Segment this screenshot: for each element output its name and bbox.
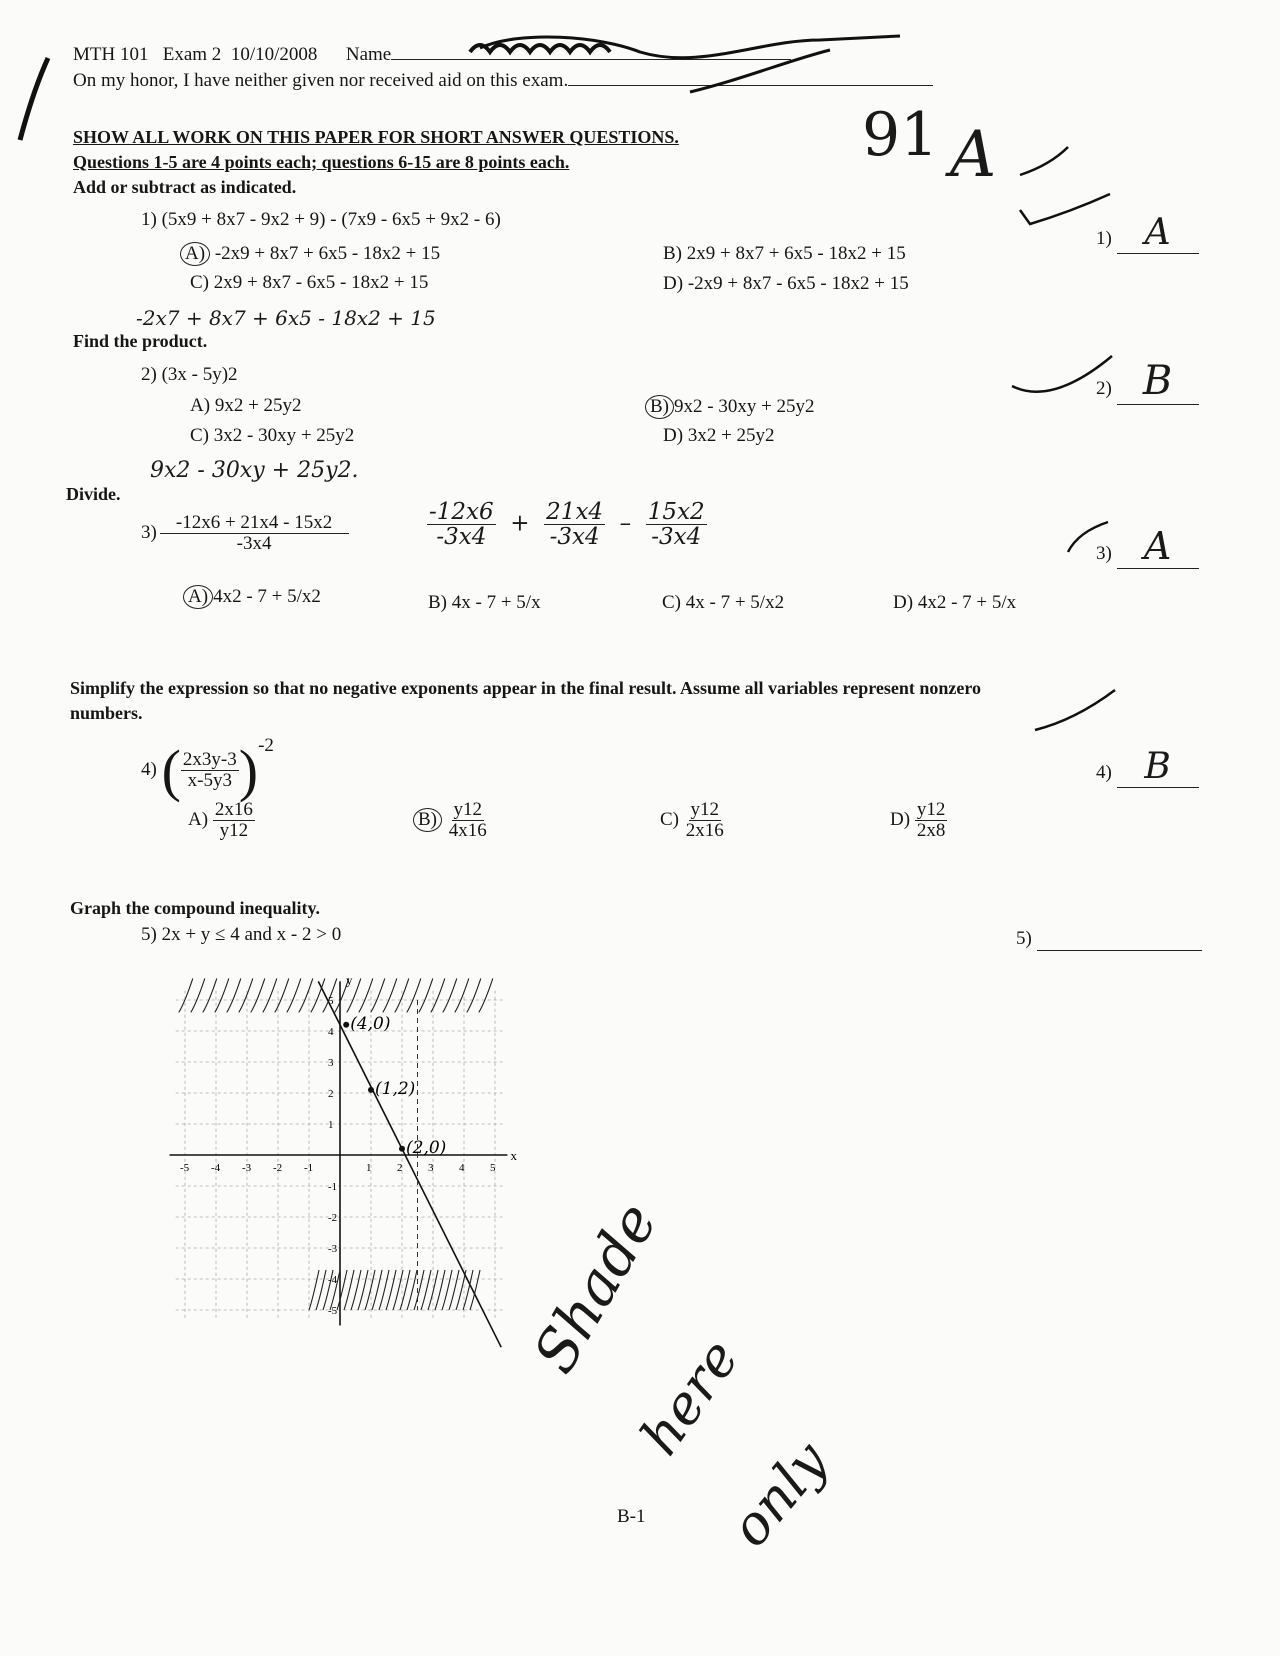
x-tick-label: 2	[397, 1162, 403, 1174]
q1-option-c[interactable]: C) 2x9 + 8x7 - 6x5 - 18x2 + 15	[190, 272, 429, 293]
section-product: Find the product.	[73, 331, 208, 351]
q4-exponent: -2	[258, 735, 274, 756]
y-tick-label: 2	[328, 1088, 334, 1100]
course: MTH 101	[73, 44, 149, 65]
name-label: Name	[345, 44, 392, 65]
q2-prompt: 2) (3x - 5y)2	[141, 364, 238, 385]
q2-circle-b: B)	[645, 395, 674, 419]
x-tick-label: -3	[242, 1162, 252, 1174]
q3-circle-a: A)	[183, 585, 213, 609]
q4-option-c[interactable]: C) $\frac{y12}{2x16}$	[660, 799, 724, 841]
x-tick-label: -2	[273, 1162, 283, 1174]
q3-option-b[interactable]: B) 4x - 7 + 5/x	[428, 592, 541, 613]
y-tick-label: 4	[328, 1026, 334, 1038]
check-q3	[1068, 522, 1108, 552]
x-tick-label: 1	[366, 1162, 372, 1174]
q2-handwritten-work: 9x2 - 30xy + 25y2.	[150, 458, 359, 483]
y-tick-label: -5	[328, 1305, 338, 1317]
y-tick-label: -3	[328, 1243, 338, 1255]
y-tick-label: 3	[328, 1057, 334, 1069]
q3-option-d[interactable]: D) 4x2 - 7 + 5/x	[893, 592, 1017, 613]
page-number: B-1	[617, 1506, 646, 1527]
q1-option-d[interactable]: D) -2x9 + 8x7 - 6x5 - 18x2 + 15	[663, 273, 909, 294]
y-axis-label: y	[346, 972, 353, 988]
q1-circle-a: A)	[180, 242, 210, 266]
q4-circle-b: B)	[413, 808, 442, 832]
exam-date: 10/10/2008	[230, 44, 318, 65]
y-tick-label: -1	[328, 1181, 338, 1193]
grade-score: 91	[862, 100, 939, 170]
q3-prompt: 3) $\frac{-12x6 + 21x4 - 15x2}{-3x4}$	[141, 513, 347, 554]
q5-note-only: only	[718, 1429, 841, 1559]
q1-expression: (5x9 + 8x7 - 9x2 + 9) - (7x9 - 6x5 + 9x2 - 6)	[161, 209, 501, 230]
q1-number: 1)	[141, 209, 157, 230]
q1-answer: A	[1144, 212, 1171, 253]
grade-letter: A	[950, 118, 997, 192]
q1-answer-line[interactable]: 1) A	[1096, 212, 1199, 254]
q5-answer-line[interactable]: 5)	[1016, 928, 1202, 951]
check-q4	[1035, 690, 1115, 730]
section-simplify: Simplify the expression so that no negative exponents appear in the final result. Assume all variables represent nonzero	[70, 678, 982, 698]
q4-answer-line[interactable]: 4) B	[1096, 746, 1199, 788]
section-divide: Divide.	[66, 484, 121, 504]
x-tick-label: -5	[180, 1162, 190, 1174]
check-q2	[1012, 356, 1112, 392]
q4-option-a[interactable]: A) $\frac{2x16}{y12}$	[188, 799, 253, 841]
q2-option-d[interactable]: D) 3x2 + 25y2	[663, 425, 775, 446]
q1-handwritten-work: -2x7 + 8x7 + 6x5 - 18x2 + 15	[136, 306, 436, 330]
q2-option-b[interactable]: B) 9x2 - 30xy + 25y2	[645, 395, 815, 419]
point-label: (1,2)	[375, 1078, 416, 1099]
check-q1	[1020, 194, 1110, 224]
x-tick-label: 5	[490, 1162, 496, 1174]
q4-answer: B	[1144, 746, 1171, 787]
honor-text: On my honor, I have neither given nor received aid on this exam.	[73, 70, 569, 91]
point-label: (4,0)	[350, 1013, 391, 1034]
q4-denominator: x-5y3	[187, 770, 232, 792]
points-instruction: Questions 1-5 are 4 points each; questions 6-15 are 8 points each.	[73, 152, 570, 172]
q3-option-a[interactable]: A) 4x2 - 7 + 5/x2	[183, 585, 321, 609]
x-tick-label: -1	[304, 1162, 314, 1174]
q2-answer-line[interactable]: 2) B	[1096, 358, 1199, 405]
q3-handwritten-work: $\frac{-12x6}{-3x4}$ + $\frac{21x4}{-3x4}$ – $\frac{15x2}{-3x4}$	[429, 499, 705, 551]
exam-title: Exam 2	[162, 44, 222, 65]
q5-note-here: here	[628, 1328, 752, 1467]
section-add-subtract: Add or subtract as indicated.	[73, 177, 297, 197]
q5-note-shade: Shade	[520, 1191, 671, 1384]
q2-option-a[interactable]: A) 9x2 + 25y2	[190, 395, 302, 416]
q4-option-b[interactable]: B) $\frac{y12}{4x16}$	[413, 800, 489, 841]
q3-denominator: -3x4	[236, 532, 272, 554]
q1-option-b[interactable]: B) 2x9 + 8x7 + 6x5 - 18x2 + 15	[663, 243, 906, 264]
section-graph: Graph the compound inequality.	[70, 898, 321, 918]
q4-prompt: 4) ( $\frac{2x3y-3}{x-5y3}$ )-2	[141, 735, 274, 804]
y-tick-label: 5	[328, 995, 334, 1007]
q3-numerator: -12x6 + 21x4 - 15x2	[160, 513, 349, 534]
q3-answer: A	[1143, 524, 1172, 568]
q1-option-a[interactable]: A) -2x9 + 8x7 + 6x5 - 18x2 + 15	[180, 242, 440, 266]
show-work-instruction: SHOW ALL WORK ON THIS PAPER FOR SHORT ANSWER QUESTIONS.	[73, 127, 679, 147]
name-signature	[470, 45, 610, 52]
q2-answer: B	[1142, 358, 1173, 404]
q3-option-c[interactable]: C) 4x - 7 + 5/x2	[662, 592, 785, 613]
q2-option-c[interactable]: C) 3x2 - 30xy + 25y2	[190, 425, 355, 446]
q5-prompt: 5) 2x + y ≤ 4 and x - 2 > 0	[141, 924, 342, 945]
y-tick-label: 1	[328, 1119, 334, 1131]
x-tick-label: 4	[459, 1162, 465, 1174]
grade-tick	[1020, 147, 1068, 175]
x-tick-label: 3	[428, 1162, 434, 1174]
y-tick-label: -2	[328, 1212, 338, 1224]
x-tick-label: -4	[211, 1162, 221, 1174]
x-axis-label: x	[510, 1148, 517, 1163]
q4-option-d[interactable]: D) $\frac{y12}{2x8}$	[890, 799, 946, 841]
section-simplify-cont: numbers.	[70, 703, 143, 723]
q3-answer-line[interactable]: 3) A	[1096, 524, 1199, 569]
y-tick-label: -4	[328, 1274, 338, 1286]
point-label: (2,0)	[406, 1137, 447, 1158]
margin-slash	[20, 58, 48, 140]
q4-numerator: 2x3y-3	[182, 749, 237, 771]
